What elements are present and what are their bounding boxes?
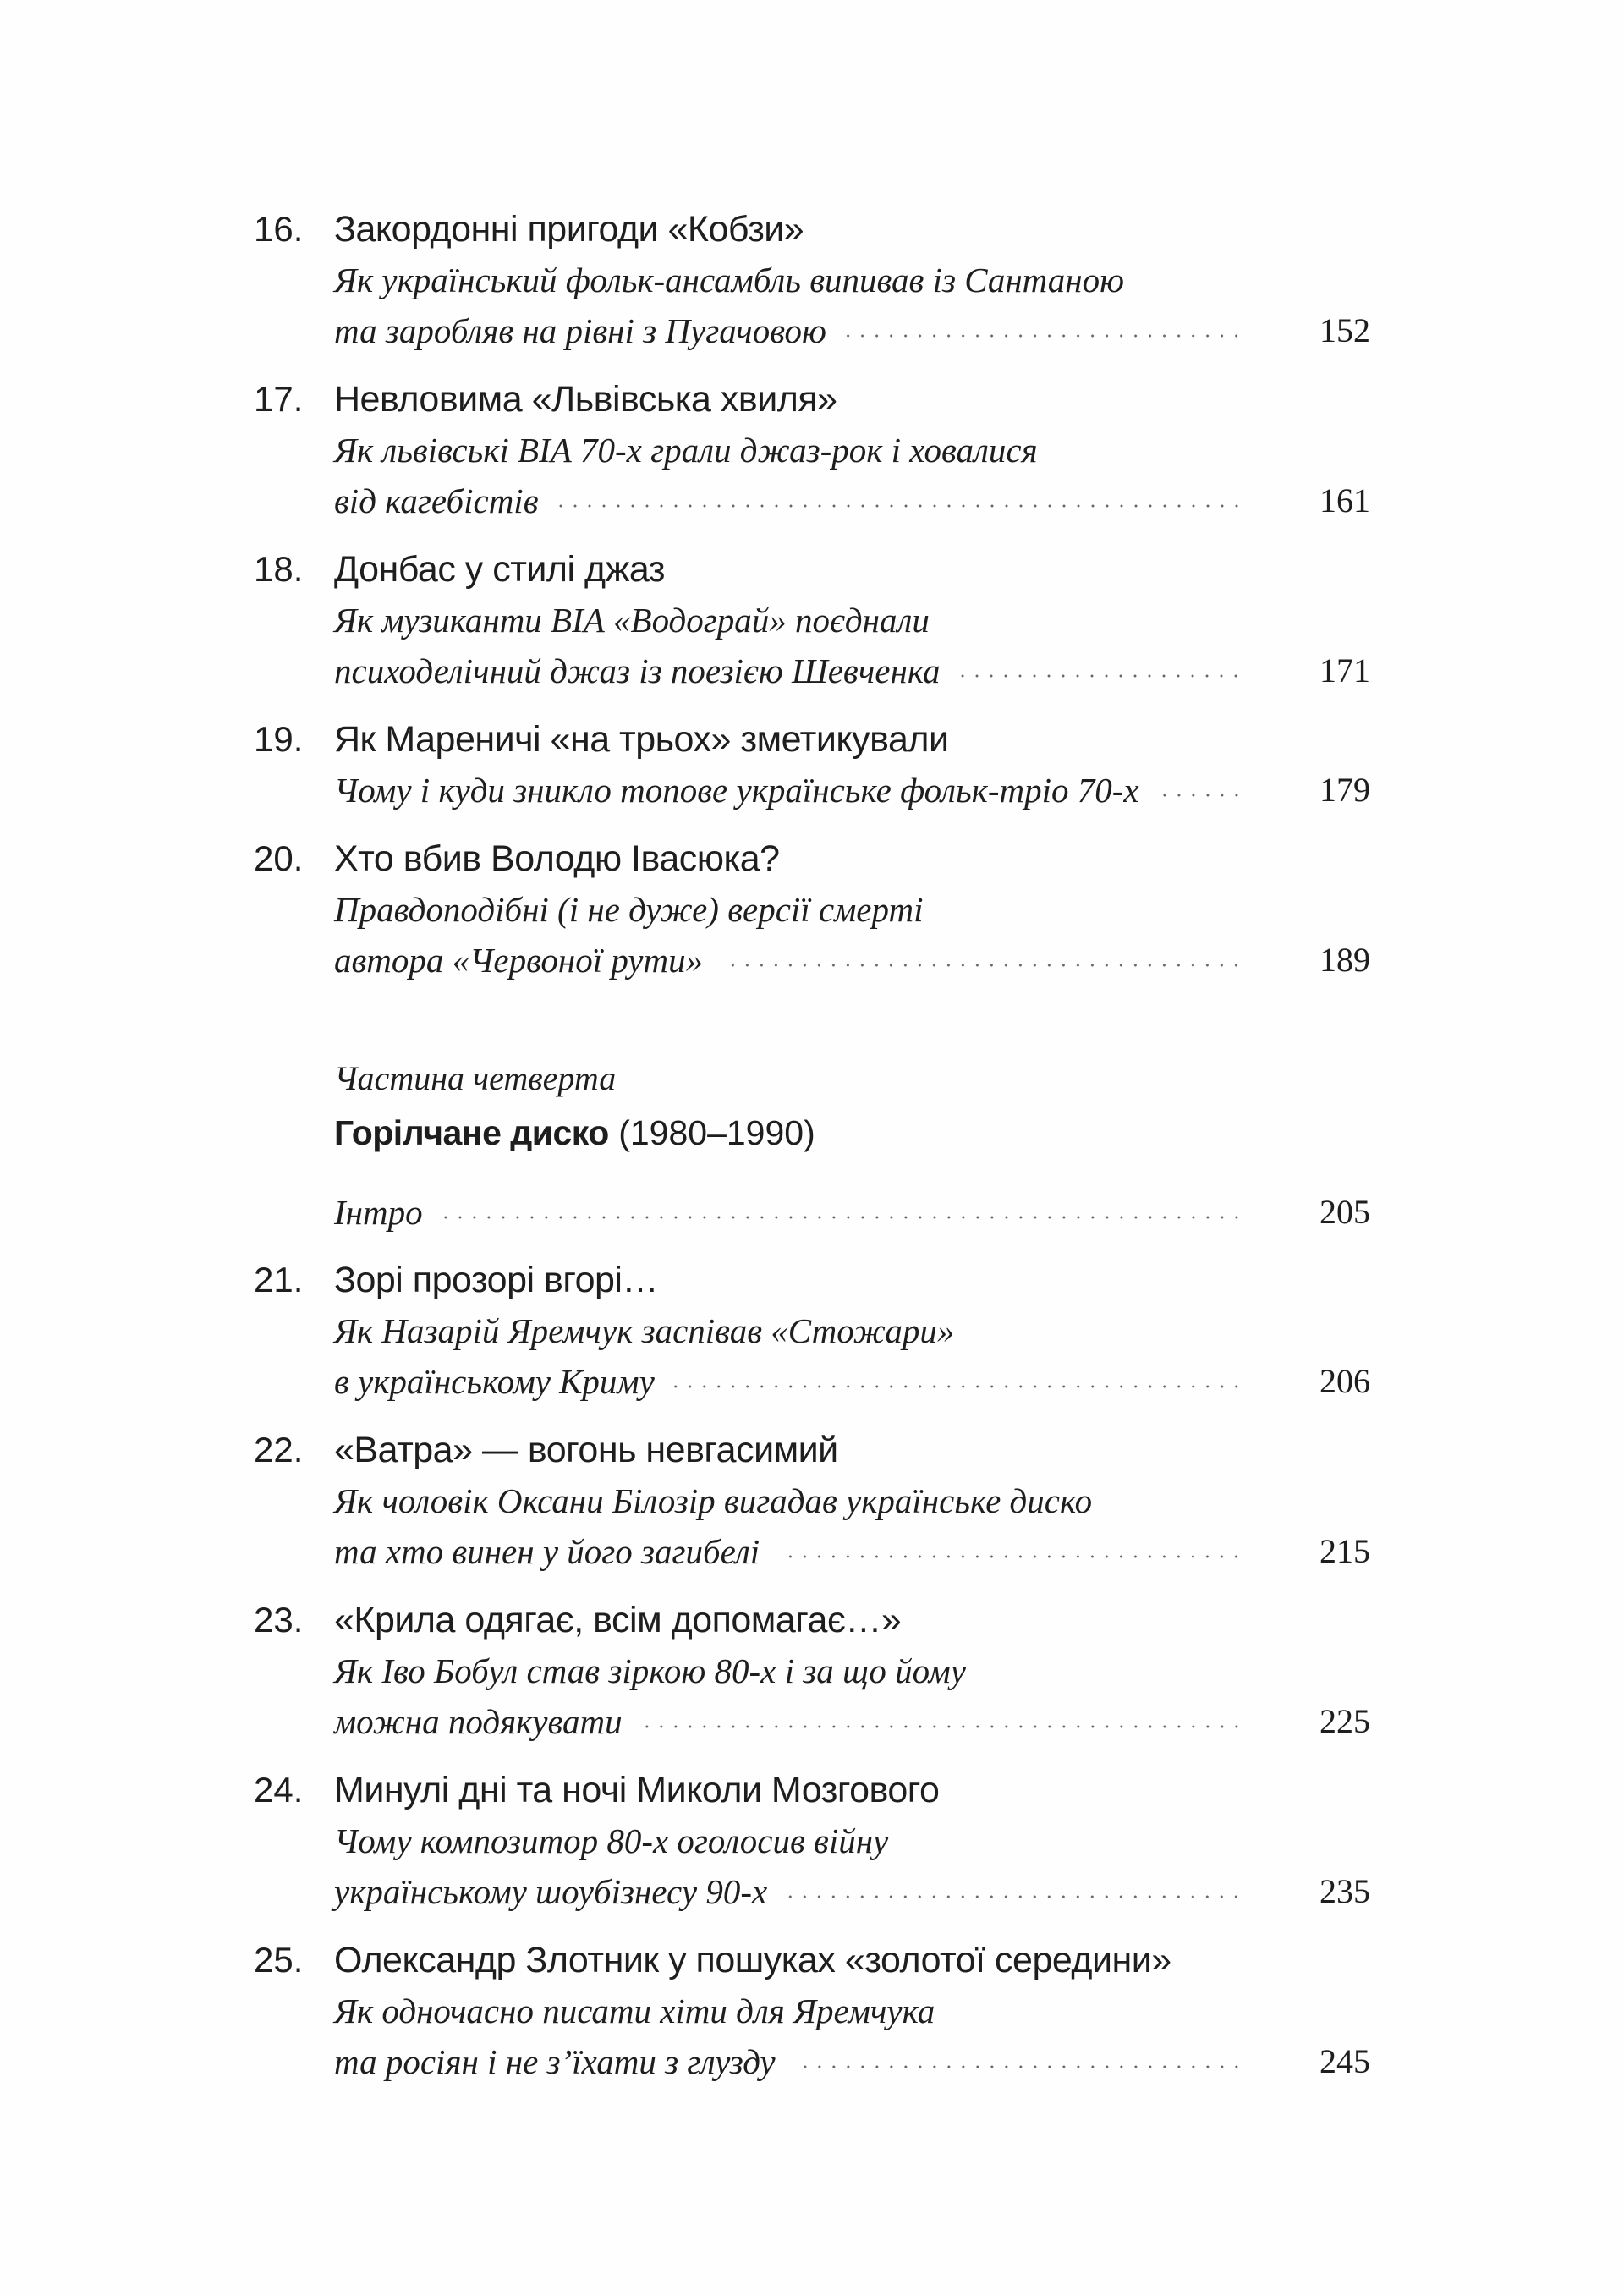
toc-line: [254, 1475, 1370, 1526]
toc-line: [254, 1765, 1370, 1815]
toc-line: [254, 645, 1370, 696]
toc-line: [254, 765, 1370, 816]
toc-line: [254, 1986, 1370, 2036]
chapter-number: 20.: [254, 838, 304, 878]
page-number: 215: [1320, 1532, 1370, 1570]
chapter-subtitle: Як чоловік Оксани Білозір вигадав українське диско: [334, 1481, 1093, 1520]
chapter-number: 21.: [254, 1260, 304, 1299]
toc-line: [254, 374, 1370, 425]
page-number: 171: [1320, 651, 1370, 689]
page-number: 205: [1320, 1193, 1370, 1231]
toc-line: [254, 935, 1370, 986]
chapter-title: Олександр Злотник у пошуках «золотої середини»: [334, 1940, 1171, 1980]
page-number: 206: [1320, 1362, 1370, 1400]
chapter-number: 24.: [254, 1770, 304, 1810]
chapter-title: Як Мареничі «на трьох» зметикували: [334, 719, 949, 760]
page-number: 235: [1320, 1872, 1370, 1910]
toc-entry[interactable]: [254, 544, 1370, 696]
toc-entry[interactable]: [254, 1425, 1370, 1577]
toc-line: [254, 1187, 1370, 1238]
dot-leader: [778, 1554, 1243, 1559]
toc-entry[interactable]: [254, 1595, 1370, 1747]
dot-leader: [958, 673, 1243, 678]
chapter-subtitle: психоделічний джаз із поезією Шевченка: [334, 651, 941, 690]
dot-leader: [673, 1384, 1243, 1389]
chapter-subtitle: в українському Криму: [334, 1362, 655, 1401]
page-number: 245: [1320, 2042, 1370, 2080]
toc-line: [254, 1255, 1370, 1305]
chapter-number: 23.: [254, 1600, 304, 1640]
chapter-number: 17.: [254, 379, 304, 419]
chapter-number: 16.: [254, 209, 304, 249]
toc-line: [254, 1935, 1370, 1986]
toc-entry[interactable]: [254, 1255, 1370, 1407]
toc-line: [254, 305, 1370, 356]
toc-entry[interactable]: [254, 1765, 1370, 1917]
toc-entry[interactable]: [254, 833, 1370, 986]
chapter-subtitle: та заробляв на рівні з Пугачовою: [334, 311, 826, 350]
page-number: 152: [1320, 311, 1370, 349]
chapter-subtitle: та хто винен у його загибелі: [334, 1532, 760, 1571]
toc-line: [254, 884, 1370, 935]
toc-line: [254, 1645, 1370, 1696]
chapter-number: 19.: [254, 719, 304, 759]
chapter-subtitle: Як музиканти ВІА «Водограй» поєднали: [334, 601, 930, 640]
chapter-subtitle: від кагебістів: [334, 481, 539, 520]
dot-leader: [557, 503, 1244, 508]
toc-line: [254, 595, 1370, 645]
chapter-number: 18.: [254, 549, 304, 589]
toc-section-part-three: [254, 204, 1370, 986]
toc-line: [254, 425, 1370, 475]
toc-entry[interactable]: [254, 714, 1370, 816]
chapter-subtitle: українському шоубізнесу 90-х: [334, 1872, 768, 1911]
toc-line: [254, 204, 1370, 255]
chapter-subtitle: та росіян і не з’їхати з глузду: [334, 2042, 776, 2081]
toc-line: [254, 475, 1370, 526]
toc-line: [254, 833, 1370, 884]
chapter-subtitle: Чому композитор 80-х оголосив війну: [334, 1821, 889, 1860]
toc-line: [254, 714, 1370, 765]
part-title-years: (1980–1990): [608, 1113, 815, 1152]
chapter-number: 25.: [254, 1940, 304, 1980]
chapter-title: Зорі прозорі вгорі…: [334, 1260, 658, 1300]
dot-leader: [794, 2064, 1243, 2069]
dot-leader: [786, 1894, 1243, 1899]
chapter-title: Закордонні пригоди «Кобзи»: [334, 209, 804, 250]
page-number: 161: [1320, 481, 1370, 519]
toc-line: [254, 1815, 1370, 1866]
chapter-title: Хто вбив Володю Івасюка?: [334, 838, 780, 879]
dot-leader: [641, 1724, 1243, 1729]
toc-entry[interactable]: [254, 374, 1370, 526]
dot-leader: [442, 1215, 1243, 1220]
chapter-subtitle: Як Назарій Яремчук заспівав «Стожари»: [334, 1311, 955, 1350]
part-label: Частина четверта: [334, 1059, 617, 1097]
toc-line: [254, 1866, 1370, 1917]
chapter-title: «Крила одягає, всім допомагає…»: [334, 1600, 902, 1640]
chapter-subtitle: Як львівські ВІА 70-х грали джаз-рок і ховалися: [334, 431, 1038, 470]
toc-entry[interactable]: [254, 1935, 1370, 2087]
chapter-subtitle: Правдоподібні (і не дуже) версії смерті: [334, 890, 924, 929]
toc-line: [254, 1526, 1370, 1577]
page-number: 179: [1320, 771, 1370, 809]
dot-leader: [845, 333, 1243, 338]
toc-line: [254, 1595, 1370, 1645]
chapter-title: Донбас у стилі джаз: [334, 549, 666, 590]
chapter-subtitle: Як Іво Бобул став зіркою 80-х і за що йому: [334, 1651, 966, 1690]
toc-line: [254, 1696, 1370, 1747]
page-number: 189: [1320, 941, 1370, 979]
toc-line: [254, 544, 1370, 595]
intro-label: Інтро: [334, 1193, 423, 1232]
toc-section-part-four: [254, 1255, 1370, 2087]
toc-entry[interactable]: [254, 204, 1370, 356]
toc-line: [254, 1305, 1370, 1356]
chapter-title: Невловима «Львівська хвиля»: [334, 379, 837, 420]
chapter-subtitle: Чому і куди зникло топове українське фольк-тріо 70-х: [334, 771, 1139, 810]
table-of-contents: [254, 204, 1370, 2087]
page-number: 225: [1320, 1702, 1370, 1740]
chapter-number: 22.: [254, 1430, 304, 1469]
toc-line: [254, 255, 1370, 305]
chapter-subtitle: Як одночасно писати хіти для Яремчука: [334, 1991, 935, 2030]
chapter-subtitle: автора «Червоної рути»: [334, 941, 704, 980]
chapter-subtitle: Як український фольк-ансамбль випивав із Сантаною: [334, 261, 1125, 299]
dot-leader: [721, 963, 1243, 968]
toc-line: [254, 1425, 1370, 1475]
dot-leader: [1158, 793, 1243, 798]
toc-entry-intro[interactable]: [254, 1187, 1370, 1238]
chapter-title: Минулі дні та ночі Миколи Мозгового: [334, 1770, 940, 1810]
part-title-bold: Горілчане диско: [334, 1113, 609, 1152]
chapter-subtitle: можна подякувати: [334, 1702, 623, 1741]
toc-line: [254, 1356, 1370, 1407]
part-title: [334, 1107, 1370, 1158]
chapter-title: «Ватра» — вогонь невгасимий: [334, 1430, 838, 1470]
toc-line: [254, 2036, 1370, 2087]
